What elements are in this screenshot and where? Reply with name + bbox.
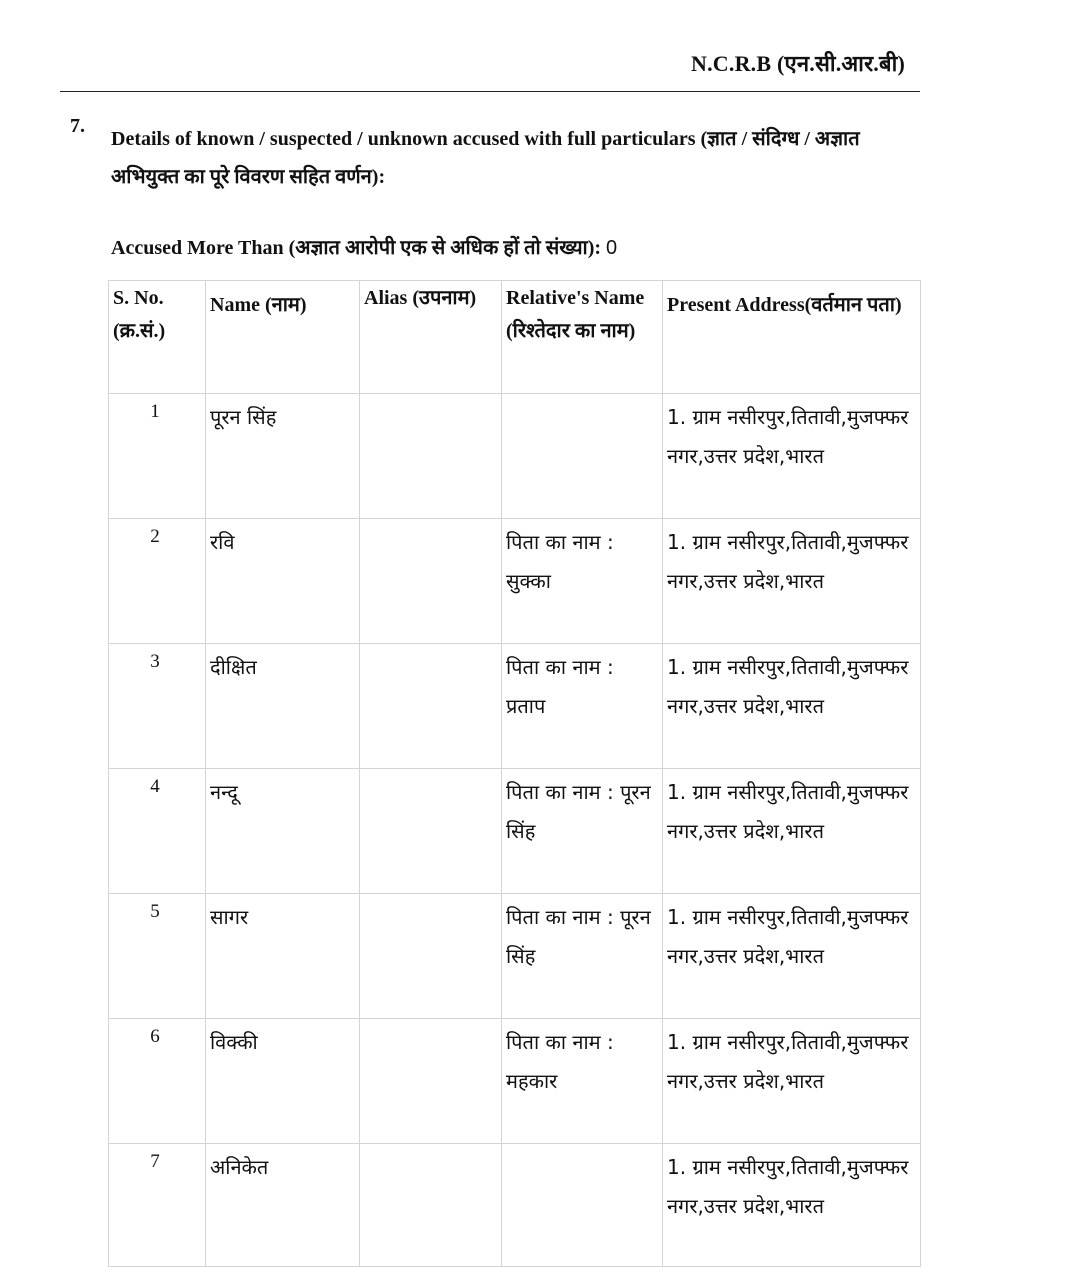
cell-relative: पिता का नाम : पूरन सिंह (502, 769, 663, 894)
cell-address: 1. ग्राम नसीरपुर,तितावी,मुजफ्फर नगर,उत्तर प्रदेश,भारत (663, 1144, 921, 1267)
cell-alias (360, 769, 502, 894)
cell-name: रवि (206, 519, 360, 644)
header-alias: Alias (उपनाम) (360, 281, 502, 394)
cell-relative: पिता का नाम : पूरन सिंह (502, 894, 663, 1019)
cell-alias (360, 1144, 502, 1267)
cell-alias (360, 394, 502, 519)
cell-alias (360, 519, 502, 644)
cell-relative: पिता का नाम : सुक्का (502, 519, 663, 644)
accused-more-than (111, 233, 617, 260)
cell-address: 1. ग्राम नसीरपुर,तितावी,मुजफ्फर नगर,उत्तर प्रदेश,भारत (663, 894, 921, 1019)
cell-alias (360, 1019, 502, 1144)
cell-sno: 3 (109, 644, 206, 769)
cell-sno: 4 (109, 769, 206, 894)
table-row (109, 644, 921, 769)
accused-table (108, 280, 921, 1267)
cell-relative (502, 1144, 663, 1267)
cell-name: विक्की (206, 1019, 360, 1144)
cell-alias (360, 894, 502, 1019)
table-row (109, 1019, 921, 1144)
cell-address: 1. ग्राम नसीरपुर,तितावी,मुजफ्फर नगर,उत्तर प्रदेश,भारत (663, 1019, 921, 1144)
section-number: 7. (70, 115, 85, 137)
table-header-row (109, 281, 921, 394)
cell-sno: 5 (109, 894, 206, 1019)
accused-more-label: Accused More Than (अज्ञात आरोपी एक से अधिक हों तो संख्या): (111, 237, 602, 259)
cell-name: अनिकेत (206, 1144, 360, 1267)
cell-relative (502, 394, 663, 519)
cell-relative: पिता का नाम : महकार (502, 1019, 663, 1144)
header-address: Present Address(वर्तमान पता) (663, 281, 921, 394)
header-name: Name (नाम) (206, 281, 360, 394)
cell-sno: 7 (109, 1144, 206, 1267)
header-org: N.C.R.B (एन.सी.आर.बी) (691, 51, 905, 76)
cell-sno: 2 (109, 519, 206, 644)
cell-address: 1. ग्राम नसीरपुर,तितावी,मुजफ्फर नगर,उत्तर प्रदेश,भारत (663, 394, 921, 519)
section-title: Details of known / suspected / unknown accused with full particulars (ज्ञात / संदिग्ध / अज्ञात अभियुक्त का पूरे विवरण सहित वर्णन): (111, 128, 860, 188)
table-row (109, 519, 921, 644)
table-row (109, 1144, 921, 1267)
cell-relative: पिता का नाम : प्रताप (502, 644, 663, 769)
accused-more-value: 0 (606, 237, 618, 259)
cell-name: पूरन सिंह (206, 394, 360, 519)
cell-name: दीक्षित (206, 644, 360, 769)
cell-address: 1. ग्राम नसीरपुर,तितावी,मुजफ्फर नगर,उत्तर प्रदेश,भारत (663, 769, 921, 894)
cell-address: 1. ग्राम नसीरपुर,तितावी,मुजफ्फर नगर,उत्तर प्रदेश,भारत (663, 644, 921, 769)
cell-sno: 1 (109, 394, 206, 519)
cell-name: सागर (206, 894, 360, 1019)
cell-name: नन्दू (206, 769, 360, 894)
cell-sno: 6 (109, 1019, 206, 1144)
cell-address: 1. ग्राम नसीरपुर,तितावी,मुजफ्फर नगर,उत्तर प्रदेश,भारत (663, 519, 921, 644)
header-divider (60, 91, 920, 92)
table-row (109, 769, 921, 894)
table-row (109, 894, 921, 1019)
header-relative: Relative's Name (रिश्तेदार का नाम) (502, 281, 663, 394)
header-sno: S. No. (क्र.सं.) (109, 281, 206, 394)
table-row (109, 394, 921, 519)
cell-alias (360, 644, 502, 769)
